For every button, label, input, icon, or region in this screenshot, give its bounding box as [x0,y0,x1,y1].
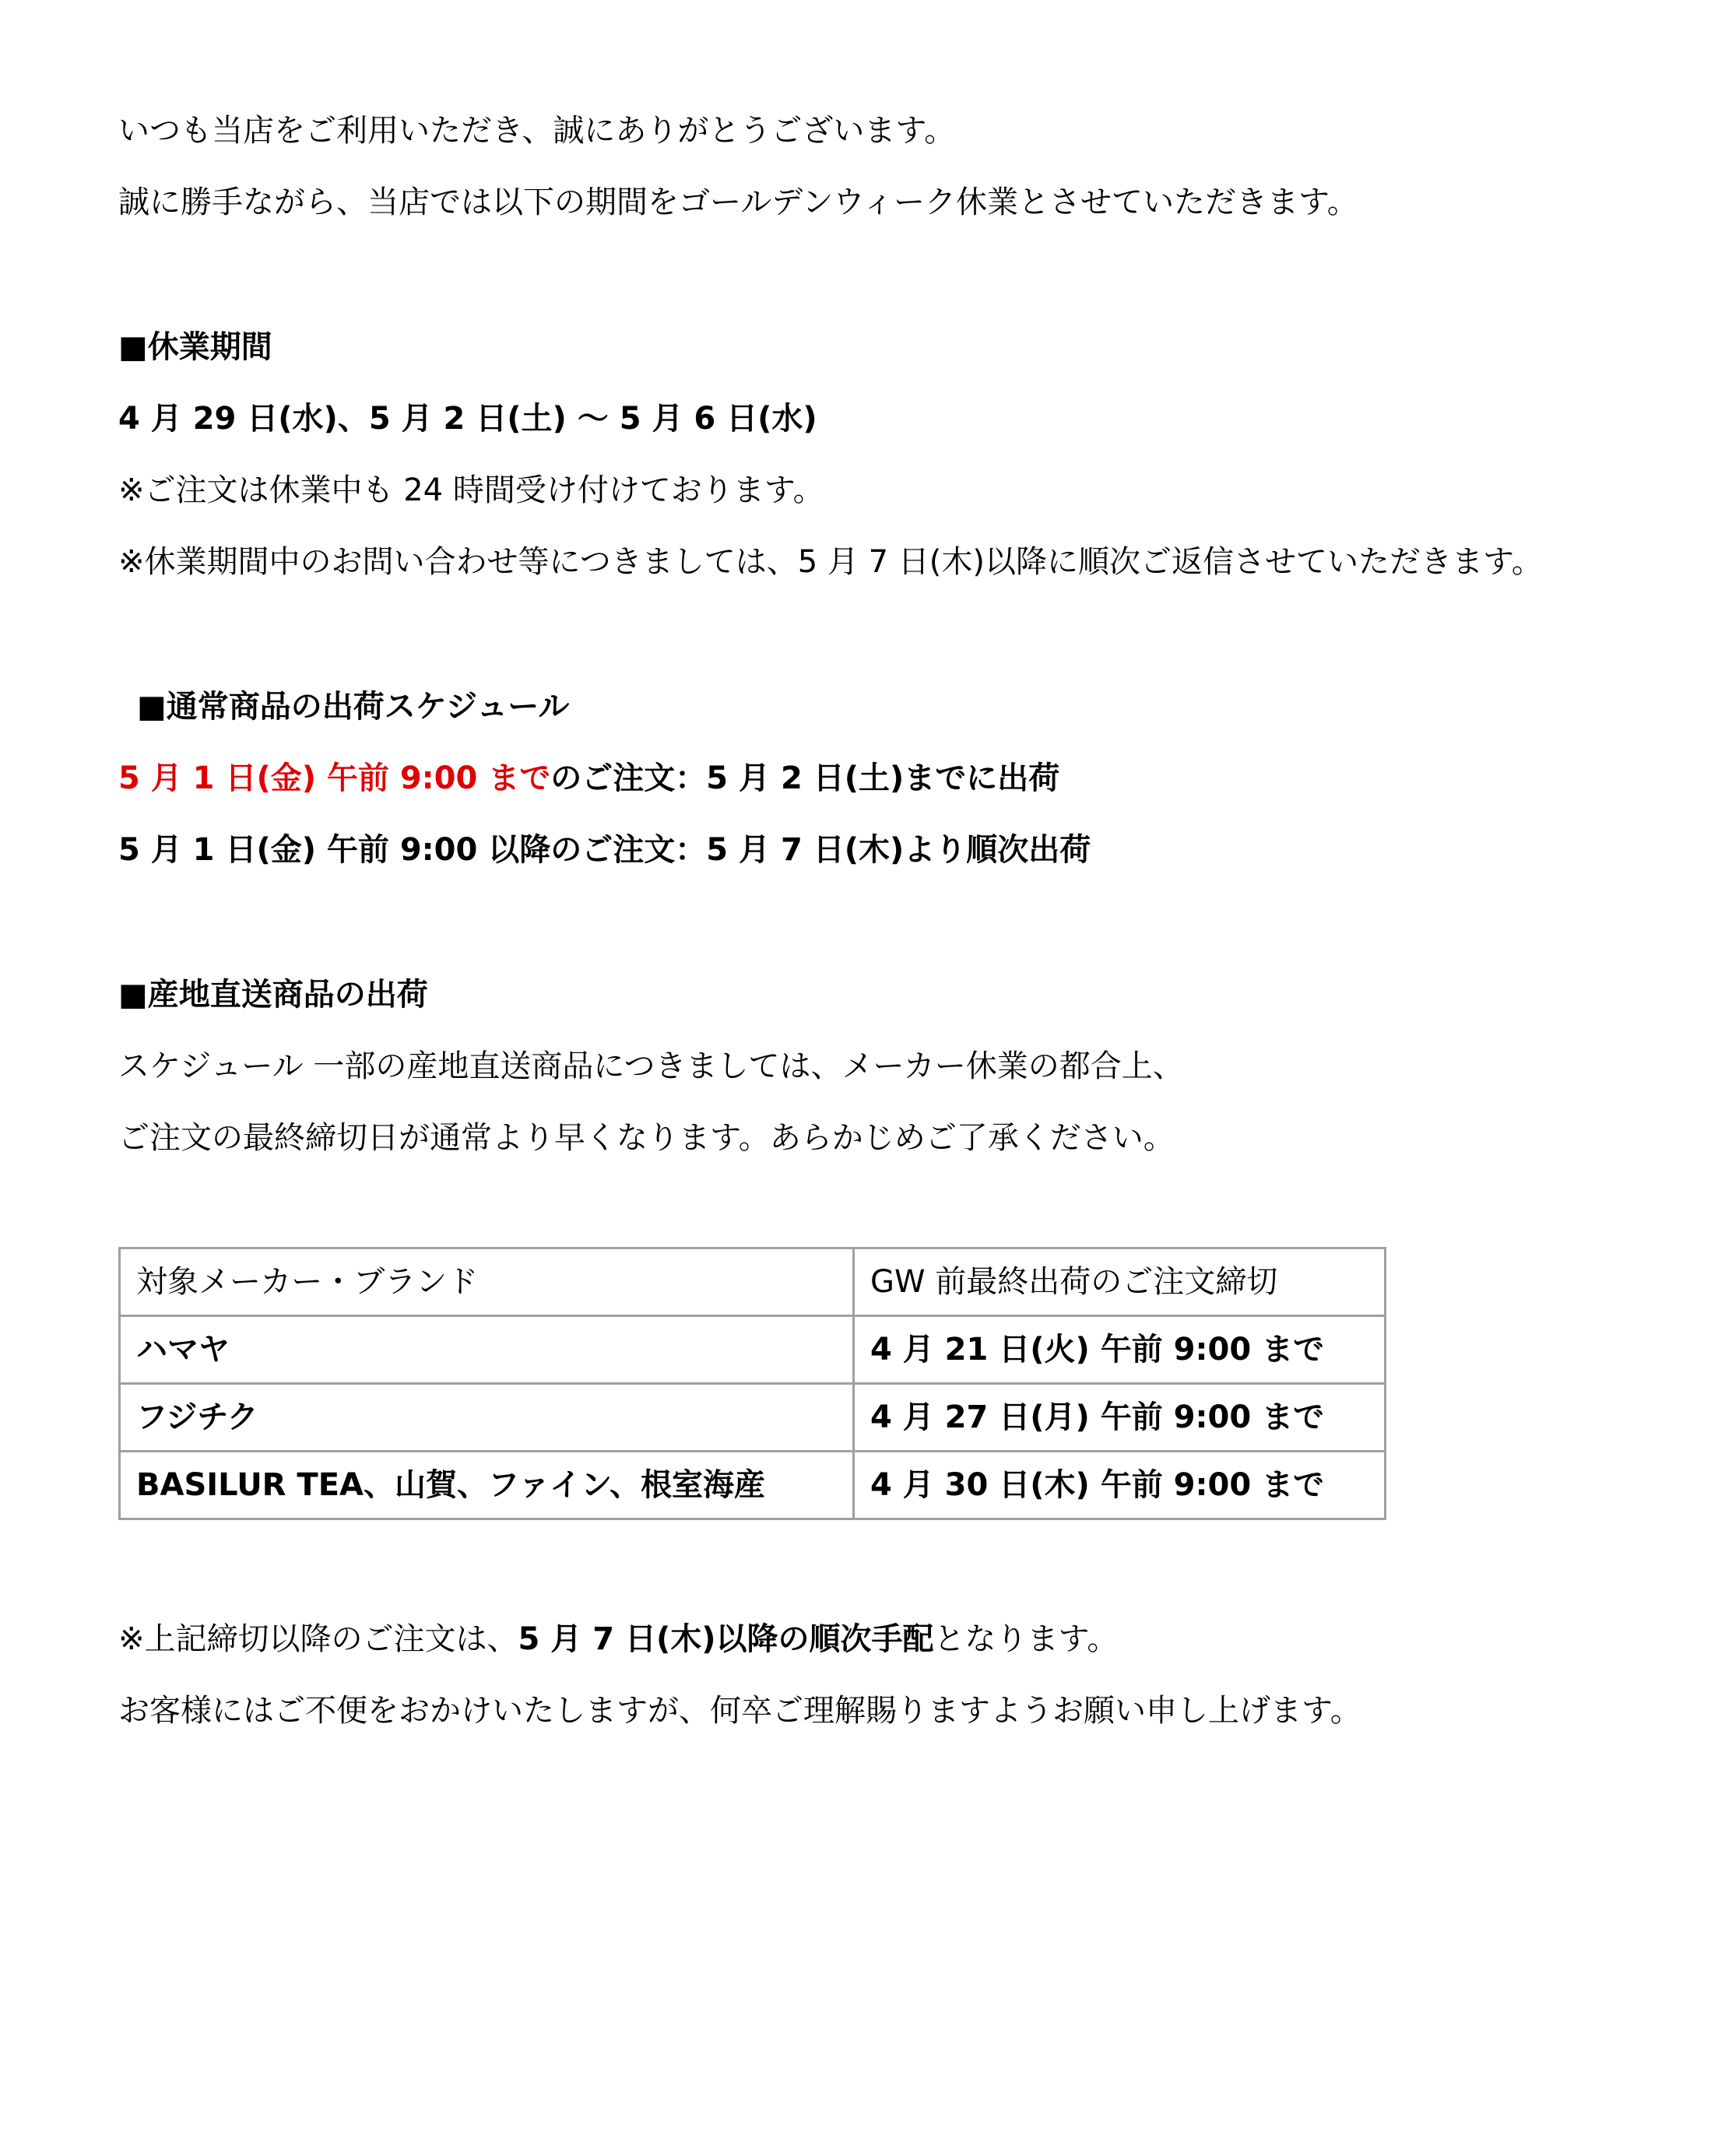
closure-note-orders: ※ご注文は休業中も 24 時間受け付けております。 [118,472,824,508]
table-cell-deadline: 4 月 21 日(火) 午前 9:00 まで [854,1316,1386,1384]
footer-note-bold: 5 月 7 日(木)以降の順次手配 [518,1621,934,1657]
regular-shipping-line-1-rest: のご注文：5 月 2 日(土)までに出荷 [550,760,1060,796]
regular-shipping-heading: ■通常商品の出荷スケジュール [137,689,570,725]
footer-note [118,1619,1118,1659]
closure-dates: 4 月 29 日(水)、5 月 2 日(土) 〜 5 月 6 日(水) [118,401,817,437]
table-cell-brand: BASILUR TEA、山賀、ファイン、根室海産 [120,1452,854,1519]
regular-shipping-line-1 [118,758,1059,799]
regular-shipping-deadline-highlight: 5 月 1 日(金) 午前 9:00 まで [118,760,551,796]
intro-line-2: 誠に勝手ながら、当店では以下の期間をゴールデンウィーク休業とさせていただきます。 [118,184,1358,220]
direct-shipping-line-1: スケジュール 一部の産地直送商品につきましては、メーカー休業の都合上、 [118,1048,1184,1084]
table-row [120,1384,1386,1452]
footer-note-suffix: となります。 [933,1621,1119,1657]
deadline-table [118,1247,1386,1520]
table-row [120,1316,1386,1384]
footer-closing: お客様にはご不便をおかけいたしますが、何卒ご理解賜りますようお願い申し上げます。 [118,1693,1361,1729]
regular-shipping-line-2: 5 月 1 日(金) 午前 9:00 以降のご注文：5 月 7 日(木)より順次出荷 [118,832,1091,868]
table-cell-brand: ハマヤ [120,1316,854,1384]
direct-shipping-line-2: ご注文の最終締切日が通常より早くなります。あらかじめご了承ください。 [118,1120,1175,1156]
table-cell-deadline: 4 月 30 日(木) 午前 9:00 まで [854,1452,1386,1519]
table-header-row [120,1248,1386,1316]
table-header-brand: 対象メーカー・ブランド [120,1248,854,1316]
direct-shipping-heading: ■産地直送商品の出荷 [118,977,428,1013]
closure-note-inquiries: ※休業期間中のお問い合わせ等につきましては、5 月 7 日(木)以降に順次ご返信させていただきます。 [118,544,1543,580]
footer-note-prefix: ※上記締切以降のご注文は、 [118,1621,518,1657]
closure-heading: ■休業期間 [118,329,272,365]
table-header-deadline: GW 前最終出荷のご注文締切 [854,1248,1386,1316]
table-cell-brand: フジチク [120,1384,854,1452]
table-row [120,1452,1386,1519]
table-cell-deadline: 4 月 27 日(月) 午前 9:00 まで [854,1384,1386,1452]
intro-line-1: いつも当店をご利用いただき、誠にありがとうございます。 [118,113,956,149]
